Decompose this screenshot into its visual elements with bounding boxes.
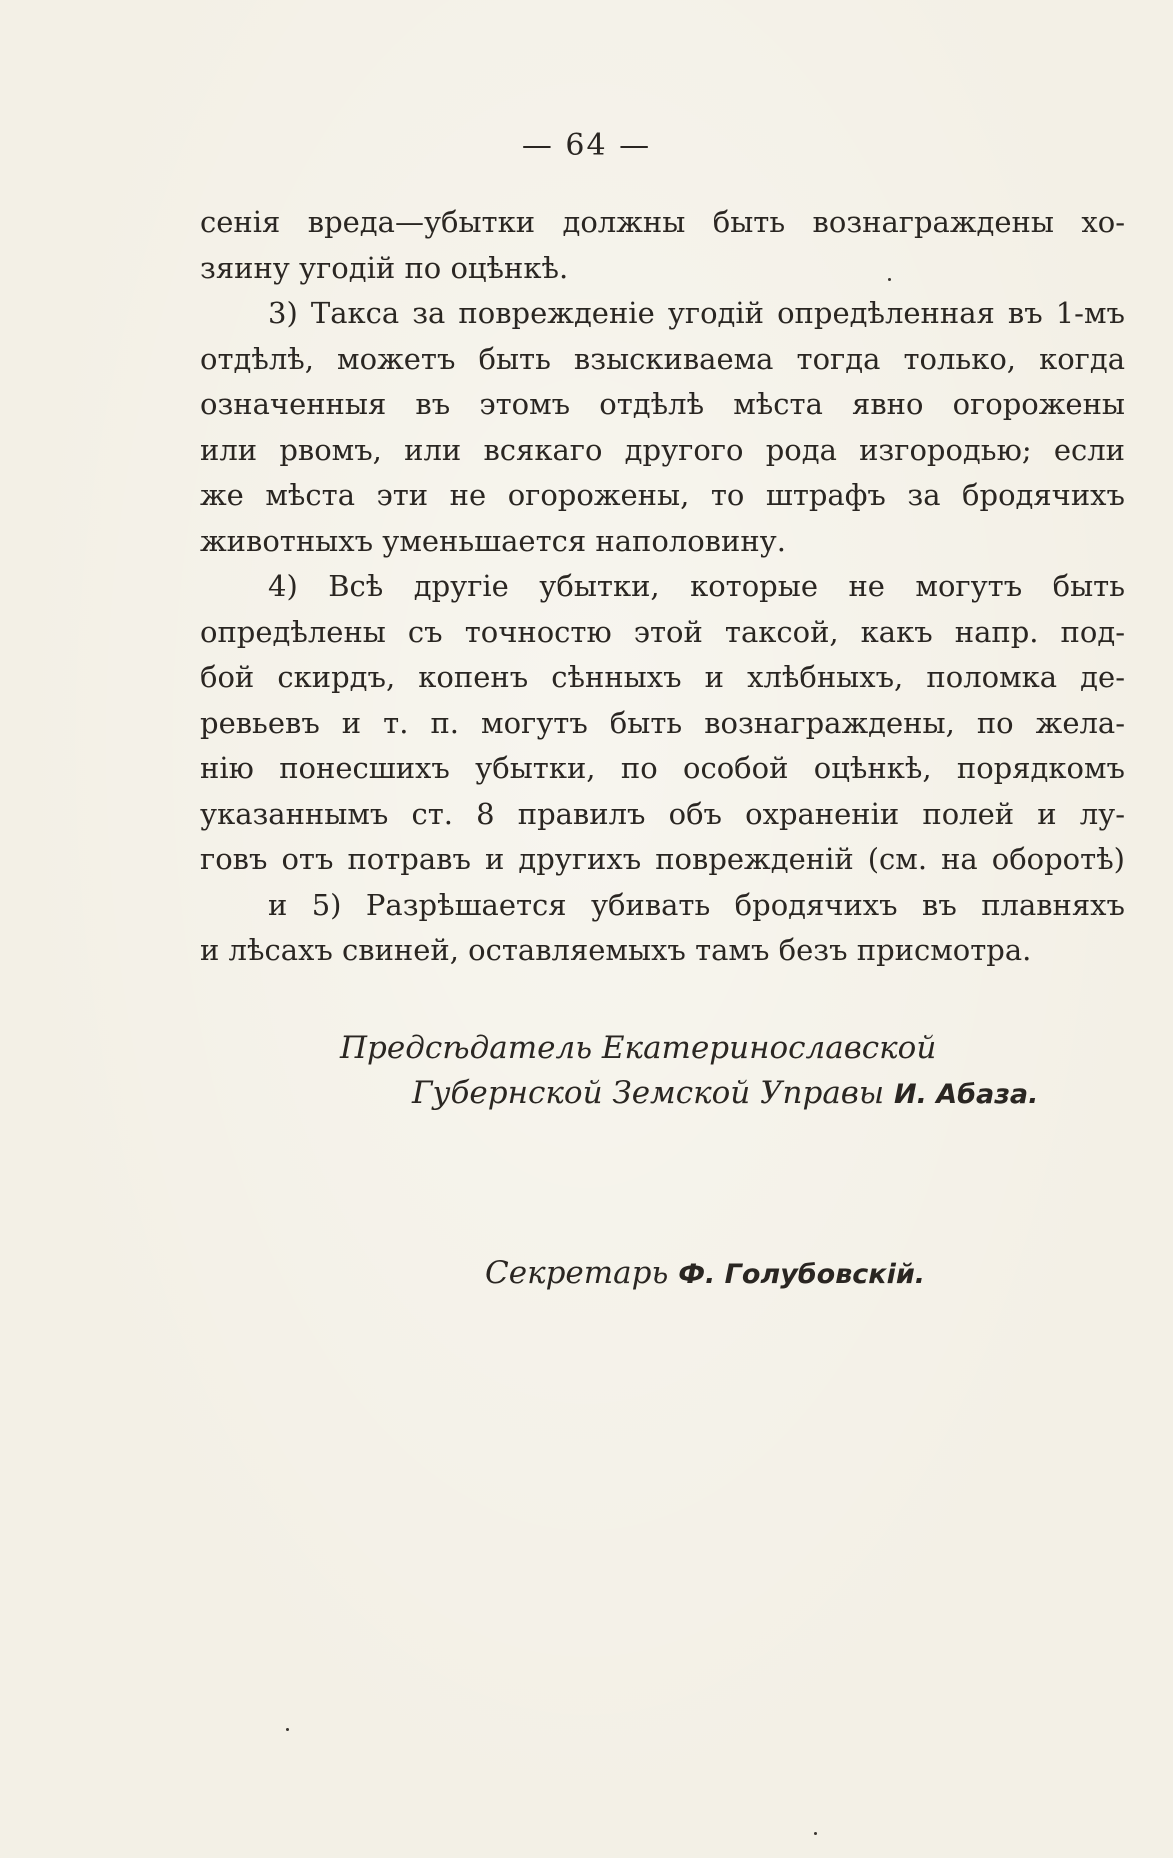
text-line: 4) Всѣ другіе убытки, которые не могутъ быть: [268, 569, 1125, 603]
text-line: говъ отъ потравъ и другихъ поврежденій (см. на оборотѣ): [200, 842, 1125, 876]
text-line: зяину угодій по оцѣнкѣ.: [200, 250, 569, 285]
text-line: отдѣлѣ, можетъ быть взыскиваема тогда только, когда: [200, 341, 1125, 376]
chairman-title-line-2: [412, 1075, 1038, 1111]
paper-speck: [286, 1728, 289, 1731]
text-line: же мѣста эти не огорожены, то штрафъ за бродячихъ: [200, 478, 1125, 512]
secretary-name: Ф. Голубовскій.: [678, 1259, 926, 1290]
secretary-signature: [485, 1255, 925, 1291]
paper-speck: [814, 1832, 817, 1835]
page-number: — 64 —: [521, 128, 652, 163]
paper-speck: [888, 278, 891, 281]
text-line: животныхъ уменьшается наполовину.: [200, 523, 786, 558]
text-line: и 5) Разрѣшается убивать бродячихъ въ плавняхъ: [268, 887, 1125, 922]
text-line: ревьевъ и т. п. могутъ быть вознаграждены, по жела-: [200, 705, 1125, 740]
text-line: означенныя въ этомъ отдѣлѣ мѣста явно огорожены: [200, 387, 1125, 421]
text-line: нію понесшихъ убытки, по особой оцѣнкѣ, порядкомъ: [200, 751, 1125, 785]
text-line: бой скирдъ, копенъ сѣнныхъ и хлѣбныхъ, поломка де-: [200, 660, 1125, 694]
chairman-name: И. Абаза.: [893, 1079, 1039, 1110]
text-line: 3) Такса за поврежденіе угодій опредѣленная въ 1-мъ: [268, 296, 1125, 330]
text-line: указаннымъ ст. 8 правилъ объ охраненіи полей и лу-: [200, 796, 1125, 831]
text-line: опредѣлены съ точностю этой таксой, какъ напр. под-: [200, 614, 1125, 649]
text-line: или рвомъ, или всякаго другого рода изгородью; если: [200, 432, 1125, 467]
chairman-title-line-1: Предсѣдатель Екатеринославской: [340, 1030, 937, 1066]
text-line: и лѣсахъ свиней, оставляемыхъ тамъ безъ присмотра.: [200, 933, 1032, 967]
secretary-title: Секретарь: [485, 1255, 669, 1291]
chairman-title-line-2-text: Губернской Земской Управы: [412, 1075, 885, 1111]
body-text: [200, 200, 1125, 974]
text-line: сенія вреда—убытки должны быть вознаграждены хо-: [200, 205, 1125, 239]
